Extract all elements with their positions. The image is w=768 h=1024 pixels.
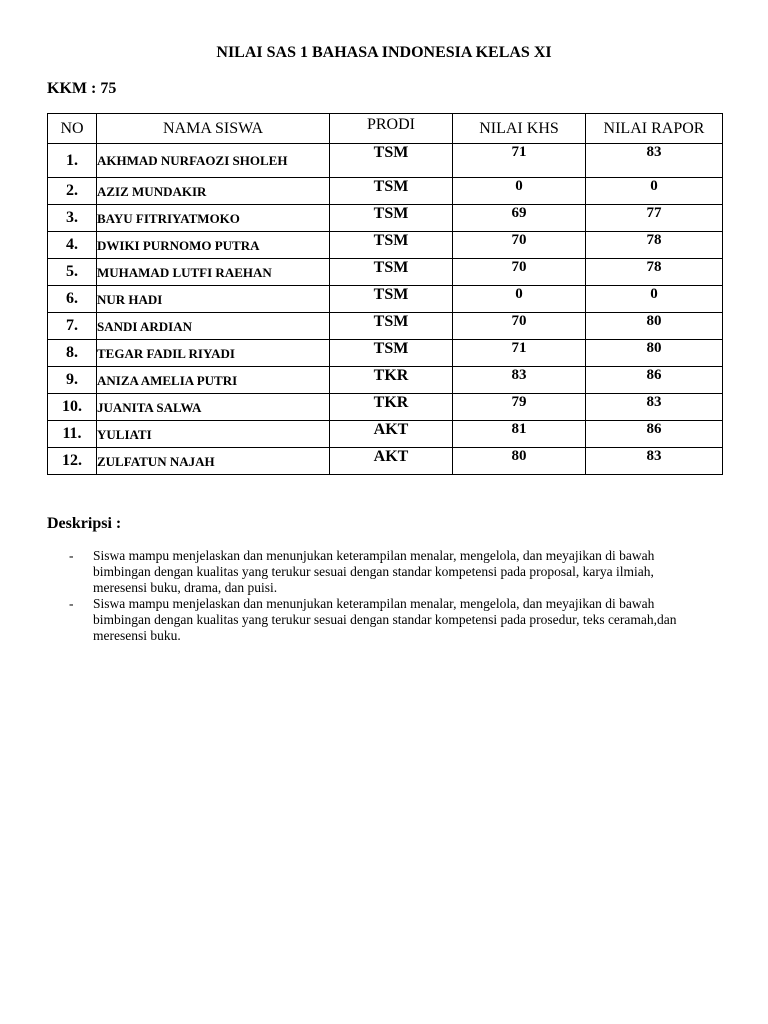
cell-no: 10. xyxy=(48,394,97,421)
description-text: Siswa mampu menjelaskan dan menunjukan keterampilan menalar, mengelola, dan meyajikan di bawah bimbingan dengan kualitas yang terukur sesuai dengan standar kompetensi pada prosedur, teks ceramah,dan meresensi buku. xyxy=(93,596,677,643)
cell-nama-siswa: BAYU FITRIYATMOKO xyxy=(97,205,330,232)
cell-no: 3. xyxy=(48,205,97,232)
description-list xyxy=(47,548,707,644)
table-row xyxy=(48,313,723,340)
cell-prodi: TSM xyxy=(330,313,453,340)
cell-nilai-khs: 79 xyxy=(453,394,586,421)
table-row xyxy=(48,232,723,259)
header-prodi: PRODI xyxy=(330,114,453,144)
table-row xyxy=(48,394,723,421)
header-nama-siswa: NAMA SISWA xyxy=(97,114,330,144)
cell-nama-siswa: AKHMAD NURFAOZI SHOLEH xyxy=(97,144,330,178)
cell-nilai-khs: 80 xyxy=(453,448,586,475)
table-row xyxy=(48,448,723,475)
cell-prodi: TSM xyxy=(330,286,453,313)
cell-nilai-rapor: 86 xyxy=(586,421,723,448)
cell-no: 8. xyxy=(48,340,97,367)
cell-nilai-rapor: 83 xyxy=(586,448,723,475)
grades-table xyxy=(47,113,723,475)
table-header-row xyxy=(48,114,723,144)
cell-nilai-rapor: 77 xyxy=(586,205,723,232)
description-text: Siswa mampu menjelaskan dan menunjukan keterampilan menalar, mengelola, dan meyajikan di bawah bimbingan dengan kualitas yang terukur sesuai dengan standar kompetensi pada proposal, karya ilmiah, meresensi buku, drama, dan puisi. xyxy=(93,548,655,595)
table-row xyxy=(48,340,723,367)
cell-nama-siswa: SANDI ARDIAN xyxy=(97,313,330,340)
cell-nilai-khs: 71 xyxy=(453,340,586,367)
header-nilai-rapor: NILAI RAPOR xyxy=(586,114,723,144)
header-nilai-khs: NILAI KHS xyxy=(453,114,586,144)
cell-no: 12. xyxy=(48,448,97,475)
cell-nilai-khs: 81 xyxy=(453,421,586,448)
table-row xyxy=(48,178,723,205)
cell-nama-siswa: NUR HADI xyxy=(97,286,330,313)
cell-no: 2. xyxy=(48,178,97,205)
table-row xyxy=(48,144,723,178)
cell-nilai-khs: 70 xyxy=(453,259,586,286)
cell-nilai-rapor: 80 xyxy=(586,313,723,340)
cell-nilai-rapor: 80 xyxy=(586,340,723,367)
cell-nama-siswa: MUHAMAD LUTFI RAEHAN xyxy=(97,259,330,286)
kkm-label: KKM : 75 xyxy=(47,80,117,97)
cell-nilai-rapor: 0 xyxy=(586,178,723,205)
table-row xyxy=(48,367,723,394)
cell-no: 1. xyxy=(48,144,97,178)
cell-nama-siswa: AZIZ MUNDAKIR xyxy=(97,178,330,205)
cell-no: 6. xyxy=(48,286,97,313)
cell-nilai-khs: 69 xyxy=(453,205,586,232)
cell-prodi: AKT xyxy=(330,448,453,475)
cell-no: 11. xyxy=(48,421,97,448)
cell-nilai-khs: 0 xyxy=(453,178,586,205)
cell-prodi: AKT xyxy=(330,421,453,448)
description-item xyxy=(47,596,707,644)
bullet-dash: - xyxy=(69,596,74,611)
cell-nilai-rapor: 78 xyxy=(586,259,723,286)
cell-prodi: TSM xyxy=(330,259,453,286)
cell-nilai-khs: 70 xyxy=(453,313,586,340)
table-row xyxy=(48,205,723,232)
description-item xyxy=(47,548,707,596)
cell-prodi: TSM xyxy=(330,340,453,367)
cell-nilai-khs: 71 xyxy=(453,144,586,178)
cell-prodi: TSM xyxy=(330,178,453,205)
cell-nilai-rapor: 83 xyxy=(586,144,723,178)
cell-prodi: TSM xyxy=(330,232,453,259)
table-row xyxy=(48,286,723,313)
cell-nama-siswa: TEGAR FADIL RIYADI xyxy=(97,340,330,367)
cell-nilai-rapor: 86 xyxy=(586,367,723,394)
cell-nilai-khs: 0 xyxy=(453,286,586,313)
page-title: NILAI SAS 1 BAHASA INDONESIA KELAS XI xyxy=(216,44,552,61)
description-title: Deskripsi : xyxy=(47,515,122,532)
table-row xyxy=(48,259,723,286)
cell-prodi: TKR xyxy=(330,394,453,421)
cell-nama-siswa: ANIZA AMELIA PUTRI xyxy=(97,367,330,394)
table-body xyxy=(48,144,723,475)
cell-nama-siswa: ZULFATUN NAJAH xyxy=(97,448,330,475)
cell-nilai-rapor: 83 xyxy=(586,394,723,421)
cell-nama-siswa: DWIKI PURNOMO PUTRA xyxy=(97,232,330,259)
cell-nilai-rapor: 78 xyxy=(586,232,723,259)
cell-nama-siswa: JUANITA SALWA xyxy=(97,394,330,421)
cell-nilai-rapor: 0 xyxy=(586,286,723,313)
cell-prodi: TKR xyxy=(330,367,453,394)
cell-nama-siswa: YULIATI xyxy=(97,421,330,448)
cell-nilai-khs: 70 xyxy=(453,232,586,259)
bullet-dash: - xyxy=(69,548,74,563)
cell-no: 9. xyxy=(48,367,97,394)
cell-no: 5. xyxy=(48,259,97,286)
cell-prodi: TSM xyxy=(330,144,453,178)
cell-nilai-khs: 83 xyxy=(453,367,586,394)
header-no: NO xyxy=(48,114,97,144)
table-row xyxy=(48,421,723,448)
cell-prodi: TSM xyxy=(330,205,453,232)
cell-no: 7. xyxy=(48,313,97,340)
cell-no: 4. xyxy=(48,232,97,259)
